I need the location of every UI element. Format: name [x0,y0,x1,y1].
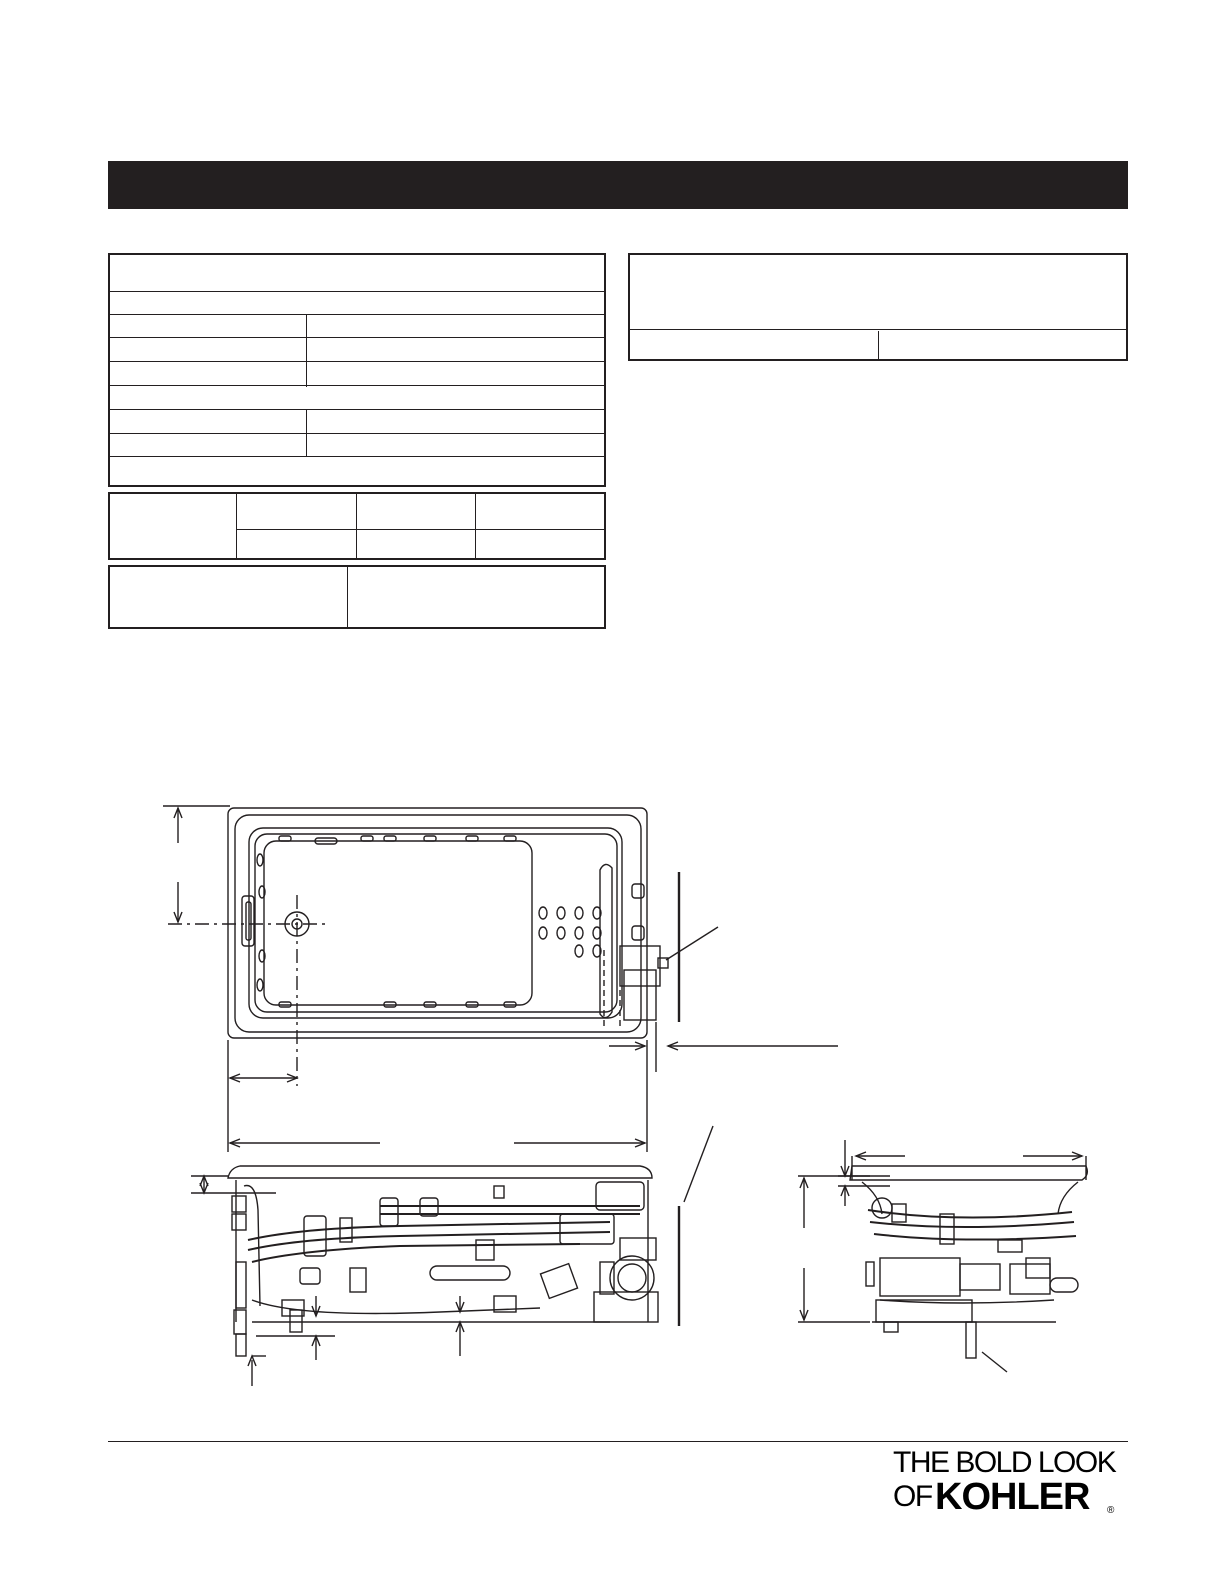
registered-mark: ® [1107,1505,1115,1516]
end-elevation [798,1140,1087,1372]
brand-of: OF [893,1480,932,1513]
foot-jet-cluster [539,907,601,957]
footer-rule [108,1441,1128,1442]
kohler-brand-logo [893,1447,1123,1525]
side-elevation [191,1126,713,1386]
plan-view [163,806,838,1152]
brand-tagline: THE BOLD LOOK [893,1446,1116,1479]
wall-jets [257,836,516,1007]
brand-name: KOHLER [935,1476,1090,1518]
